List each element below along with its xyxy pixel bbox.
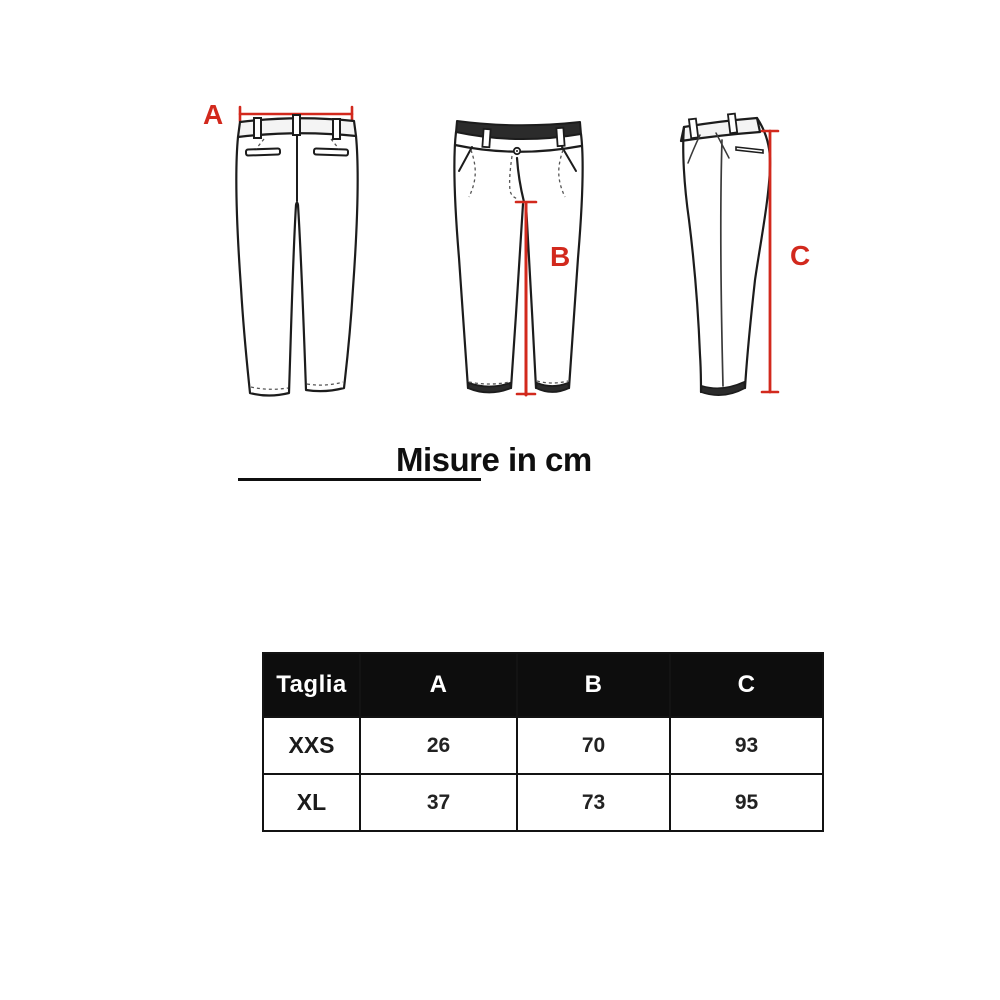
- column-header-a: A: [360, 653, 517, 717]
- cell-value-b: 73: [517, 774, 670, 831]
- pants-outline: [236, 135, 357, 396]
- cell-size: XL: [263, 774, 360, 831]
- pants-outline: [683, 118, 770, 392]
- size-table: [262, 652, 824, 832]
- waist-button: [514, 148, 520, 154]
- measurement-line-c: [762, 131, 778, 392]
- column-header-b: B: [517, 653, 670, 717]
- diagram-title: Misure in cm: [396, 441, 592, 478]
- cell-value-c: 93: [670, 717, 823, 774]
- measurement-label-b: B: [550, 241, 571, 272]
- cell-value-a: 37: [360, 774, 517, 831]
- column-header-c: C: [670, 653, 823, 717]
- measurement-line-b: [516, 202, 536, 395]
- cell-size: XXS: [263, 717, 360, 774]
- table-row-xxs: [263, 717, 823, 774]
- cell-value-a: 26: [360, 717, 517, 774]
- title-underline: [238, 478, 481, 481]
- cell-value-b: 70: [517, 717, 670, 774]
- size-table-header-row: [263, 653, 823, 717]
- pants-front-view-drawing: [445, 98, 605, 410]
- measurement-label-a: A: [203, 99, 224, 130]
- pants-back-view-drawing: [200, 98, 375, 410]
- table-row-xl: [263, 774, 823, 831]
- column-header-taglia: Taglia: [263, 653, 360, 717]
- cell-value-c: 95: [670, 774, 823, 831]
- measurement-label-c: C: [790, 240, 811, 271]
- back-pocket-welt: [736, 147, 763, 153]
- pants-side-view-drawing: [660, 105, 810, 410]
